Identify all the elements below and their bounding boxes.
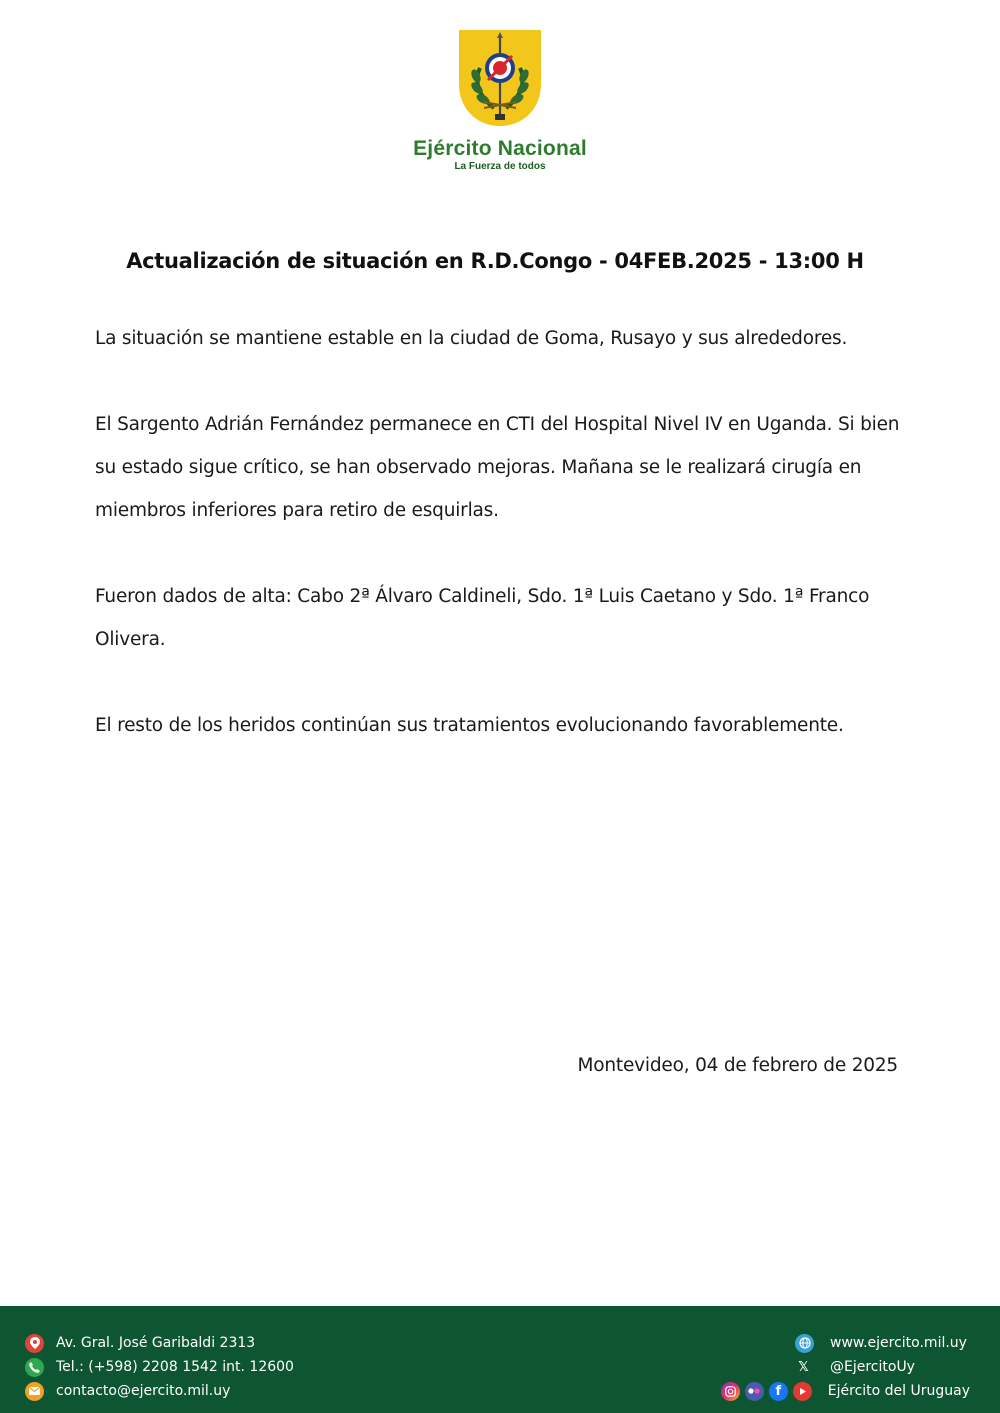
document-body bbox=[95, 317, 905, 790]
footer-address-row bbox=[25, 1331, 294, 1355]
phone-icon bbox=[25, 1358, 44, 1377]
x-icon[interactable]: 𝕏 bbox=[793, 1357, 814, 1378]
footer-twitter-row bbox=[716, 1355, 970, 1379]
footer-social-row bbox=[716, 1379, 970, 1403]
paragraph: El Sargento Adrián Fernández permanece en CTI del Hospital Nivel IV en Uganda. Si bien su estado sigue crítico, se han observado mejoras. Mañana se le realizará cirugía en miembros inferiores para retiro de esquirlas. bbox=[95, 414, 900, 521]
document-title: Actualización de situación en R.D.Congo - 04FEB.2025 - 13:00 H bbox=[126, 249, 864, 273]
facebook-icon[interactable]: f bbox=[769, 1382, 788, 1401]
footer-email-row bbox=[25, 1379, 294, 1403]
footer-twitter-handle[interactable]: @EjercitoUy bbox=[830, 1359, 915, 1375]
footer-contact bbox=[25, 1331, 294, 1403]
place-date: Montevideo, 04 de febrero de 2025 bbox=[577, 1055, 898, 1076]
footer bbox=[0, 1306, 1000, 1413]
youtube-icon[interactable] bbox=[793, 1382, 812, 1401]
org-slogan: La Fuerza de todos bbox=[454, 161, 546, 172]
footer-address: Av. Gral. José Garibaldi 2313 bbox=[56, 1335, 256, 1351]
paragraph: La situación se mantiene estable en la ciudad de Goma, Rusayo y sus alrededores. bbox=[95, 328, 848, 349]
army-crest-icon bbox=[458, 28, 542, 128]
header-logo bbox=[0, 28, 1000, 172]
paragraph: Fueron dados de alta: Cabo 2ª Álvaro Caldineli, Sdo. 1ª Luis Caetano y Sdo. 1ª Franco Olivera. bbox=[95, 586, 870, 650]
footer-email-link[interactable]: contacto@ejercito.mil.uy bbox=[56, 1383, 231, 1399]
footer-phone[interactable]: Tel.: (+598) 2208 1542 int. 12600 bbox=[56, 1359, 294, 1375]
footer-website-link[interactable]: www.ejercito.mil.uy bbox=[830, 1335, 967, 1351]
footer-social-name[interactable]: Ejército del Uruguay bbox=[827, 1383, 970, 1399]
email-icon bbox=[25, 1382, 44, 1401]
footer-website-row bbox=[716, 1331, 970, 1355]
globe-icon bbox=[795, 1334, 814, 1353]
instagram-icon[interactable] bbox=[721, 1382, 740, 1401]
footer-social bbox=[716, 1331, 970, 1403]
footer-phone-row bbox=[25, 1355, 294, 1379]
org-name: Ejército Nacional bbox=[413, 137, 587, 160]
flickr-icon[interactable] bbox=[745, 1382, 764, 1401]
paragraph: El resto de los heridos continúan sus tratamientos evolucionando favorablemente. bbox=[95, 715, 844, 736]
location-pin-icon bbox=[25, 1334, 44, 1353]
